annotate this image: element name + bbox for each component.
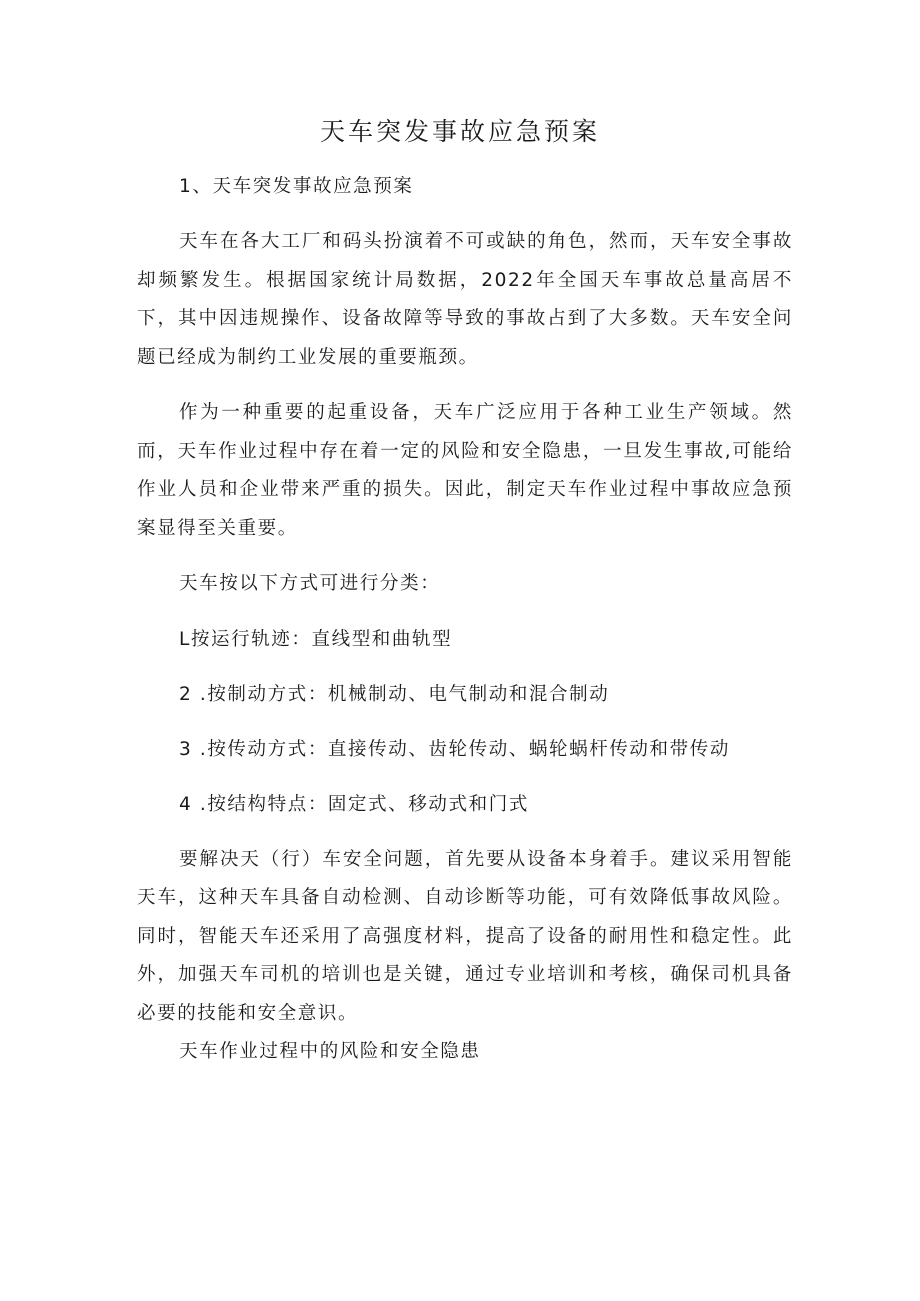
paragraph-classification-lead: 天车按以下方式可进行分类： (179, 573, 441, 594)
section-heading: 1、天车突发事故应急预案 (179, 176, 414, 197)
paragraph-solution: 要解决天（行）车安全问题，首先要从设备本身着手。建议采用智能天车，这种天车具备自动检测、自动诊断等功能，可有效降低事故风险。同时，智能天车还采用了高强度材料，提高了设备的耐用性和稳定性。此外，加强天车司机的培训也是关键，通过专业培训和考核，确保司机具备必要的技能和安全意识。 (137, 848, 793, 1024)
document-title: 天车突发事故应急预案 (319, 117, 600, 146)
paragraph-importance: 作为一种重要的起重设备，天车广泛应用于各种工业生产领域。然而，天车作业过程中存在着一定的风险和安全隐患，一旦发生事故,可能给作业人员和企业带来严重的损失。因此，制定天车作业过程中事故应急预案显得至关重要。 (137, 402, 793, 539)
paragraph-intro: 天车在各大工厂和码头扮演着不可或缺的角色，然而，天车安全事故却频繁发生。根据国家统计局数据，2022年全国天车事故总量高居不下，其中因违规操作、设备故障等导致的事故占到了大多数。天车安全问题已经成为制约工业发展的重要瓶颈。 (137, 231, 793, 368)
list-item: 4 .按结构特点：固定式、移动式和门式 (179, 793, 529, 815)
list-item: 3 .按传动方式：直接传动、齿轮传动、蜗轮蜗杆传动和带传动 (179, 738, 730, 760)
document-body (137, 168, 793, 1071)
list-item: 2 .按制动方式：机械制动、电气制动和混合制动 (179, 683, 610, 705)
list-item: L按运行轨迹：直线型和曲轨型 (179, 628, 453, 650)
trailing-heading: 天车作业过程中的风险和安全隐患 (179, 1041, 481, 1062)
